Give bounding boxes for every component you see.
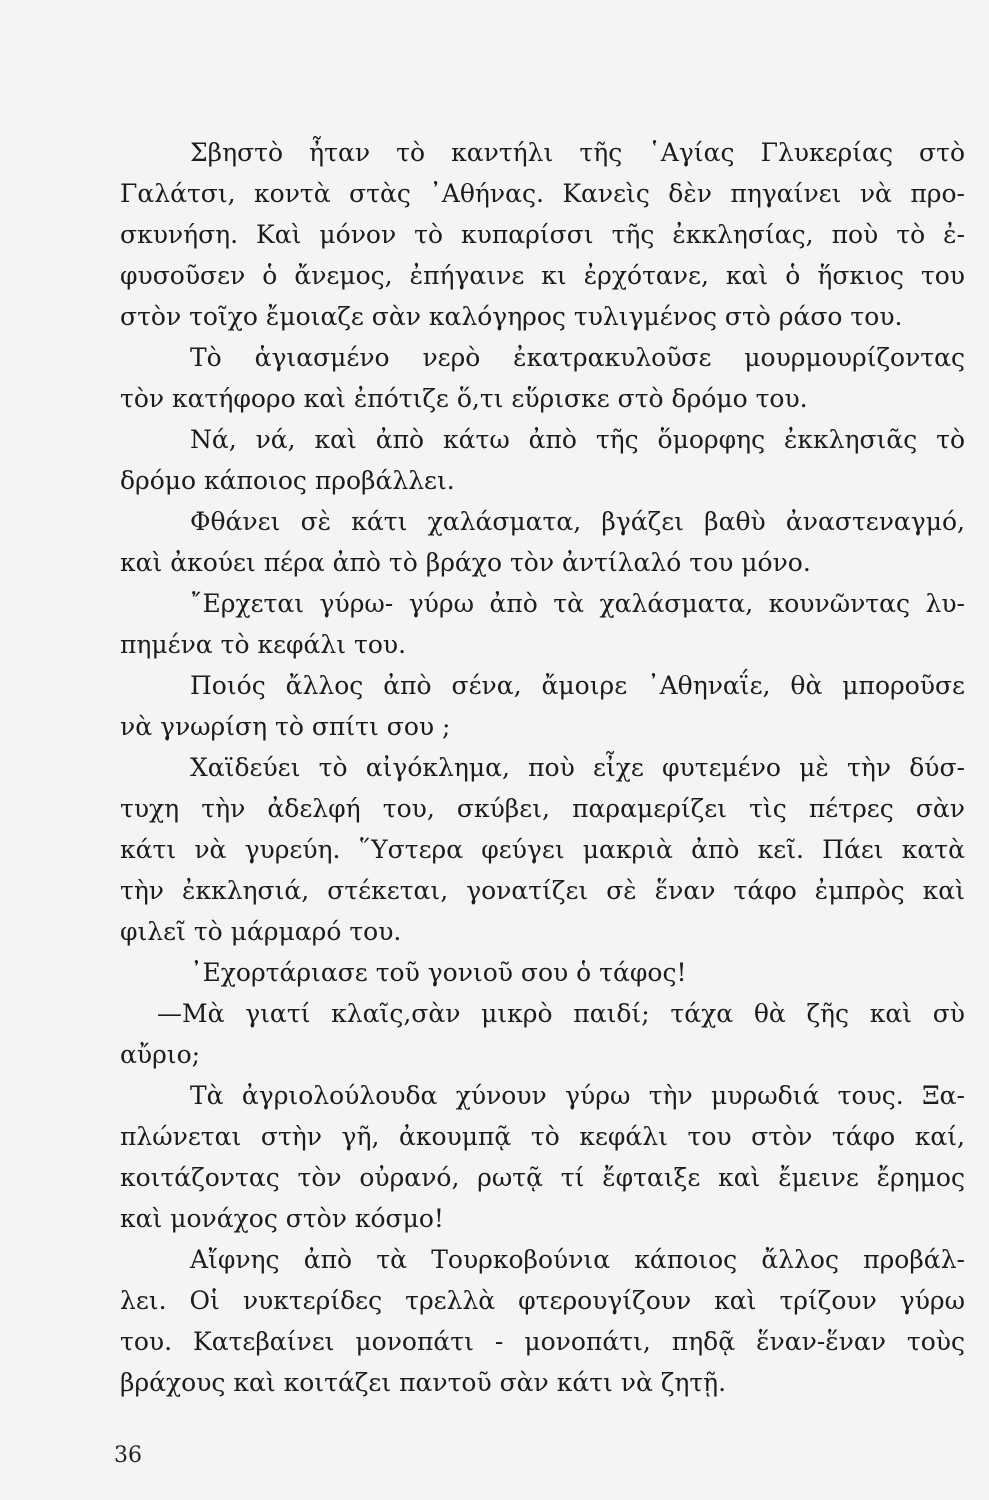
text-line: Φθάνει σὲ κάτι χαλάσματα, βγάζει βαθὺ ἀναστεναγμό, (190, 507, 965, 536)
text-line: τὴν ἐκκλησιά, στέκεται, γονατίζει σὲ ἕναν τάφο ἐμπρὸς καὶ (120, 876, 965, 905)
text-line: καὶ μονάχος στὸν κόσμο! (120, 1204, 444, 1233)
text-line: λει. Οἱ νυκτερίδες τρελλὰ φτερουγίζουν καὶ τρίζουν γύρω (120, 1286, 965, 1315)
text-line: κοιτάζοντας τὸν οὐρανό, ρωτᾷ τί ἔφταιξε καὶ ἔμεινε ἔρημος (120, 1163, 965, 1192)
text-line: Χαϊδεύει τὸ αἰγόκλημα, ποὺ εἶχε φυτεμένο μὲ τὴν δύσ- (190, 753, 965, 782)
text-line: φυσοῦσεν ὁ ἄνεμος, ἐπήγαινε κι ἐρχότανε, καὶ ὁ ἥσκιος του (120, 261, 965, 290)
text-line: κάτι νὰ γυρεύη. ῞Υστερα φεύγει μακριὰ ἀπὸ κεῖ. Πάει κατὰ (120, 835, 965, 864)
paragraph (120, 665, 965, 747)
text-line: Νά, νά, καὶ ἀπὸ κάτω ἀπὸ τῆς ὅμορφης ἐκκλησιᾶς τὸ (190, 425, 965, 454)
text-line: καὶ ἀκούει πέρα ἀπὸ τὸ βράχο τὸν ἀντίλαλό του μόνο. (120, 548, 811, 577)
paragraph (120, 337, 965, 419)
paragraph (120, 501, 965, 583)
text-line: φιλεῖ τὸ μάρμαρό του. (120, 917, 402, 946)
paragraph (120, 1075, 965, 1239)
paragraph (120, 419, 965, 501)
text-line: Αἴφνης ἀπὸ τὰ Τουρκοβούνια κάποιος ἄλλος προβάλ- (190, 1245, 965, 1274)
text-line: τυχη τὴν ἀδελφή του, σκύβει, παραμερίζει τὶς πέτρες σὰν (120, 794, 965, 823)
text-line: νὰ γνωρίση τὸ σπίτι σου ; (120, 712, 451, 741)
text-line: πημένα τὸ κεφάλι του. (120, 630, 407, 659)
text-line: σκυνήση. Καὶ μόνον τὸ κυπαρίσσι τῆς ἐκκλησίας, ποὺ τὸ ἐ- (120, 220, 965, 249)
dialogue-paragraph (120, 993, 965, 1075)
paragraph (120, 1239, 965, 1403)
text-line: βράχους καὶ κοιτάζει παντοῦ σὰν κάτι νὰ ζητῇ. (120, 1368, 727, 1397)
text-line: στὸν τοῖχο ἔμοιαζε σὰν καλόγηρος τυλιγμένος στὸ ράσο του. (120, 302, 903, 331)
text-line: πλώνεται στὴν γῆ, ἀκουμπᾷ τὸ κεφάλι του στὸν τάφο καί, (120, 1122, 965, 1151)
text-line: Τὰ ἀγριολούλουδα χύνουν γύρω τὴν μυρωδιά τους. Ξα- (190, 1081, 965, 1110)
text-line: Γαλάτσι, κοντὰ στὰς ᾿Αθήνας. Κανεὶς δὲν πηγαίνει νὰ προ- (120, 179, 965, 208)
text-line: ῎Ερχεται γύρω- γύρω ἀπὸ τὰ χαλάσματα, κουνῶντας λυ- (190, 589, 965, 618)
text-line: τὸν κατήφορο καὶ ἐπότιζε ὅ,τι εὕρισκε στὸ δρόμο του. (120, 384, 808, 413)
text-line: —Μὰ γιατί κλαῖς,σὰν μικρὸ παιδί; τάχα θὰ ζῆς καὶ σὺ (157, 999, 965, 1028)
text-line: Τὸ ἁγιασμένο νερὸ ἐκατρακυλοῦσε μουρμουρίζοντας (190, 343, 965, 372)
text-line: δρόμο κάποιος προβάλλει. (120, 466, 455, 495)
page-number: 36 (114, 1443, 142, 1468)
text-line: Ποιός ἄλλος ἀπὸ σένα, ἄμοιρε ᾿Αθηναΐε, θὰ μποροῦσε (190, 671, 965, 700)
paragraph (120, 952, 965, 993)
text-line: αὔριο; (120, 1040, 201, 1069)
paragraph (120, 747, 965, 952)
text-line: του. Κατεβαίνει μονοπάτι - μονοπάτι, πηδᾷ ἕναν-ἕναν τοὺς (120, 1327, 965, 1356)
text-line: Σβηστὸ ἦταν τὸ καντήλι τῆς ῾Αγίας Γλυκερίας στὸ (190, 138, 965, 167)
page-body (120, 132, 965, 1403)
paragraph (120, 583, 965, 665)
paragraph (120, 132, 965, 337)
text-line: ᾿Εχορτάριασε τοῦ γονιοῦ σου ὁ τάφος! (190, 958, 687, 987)
